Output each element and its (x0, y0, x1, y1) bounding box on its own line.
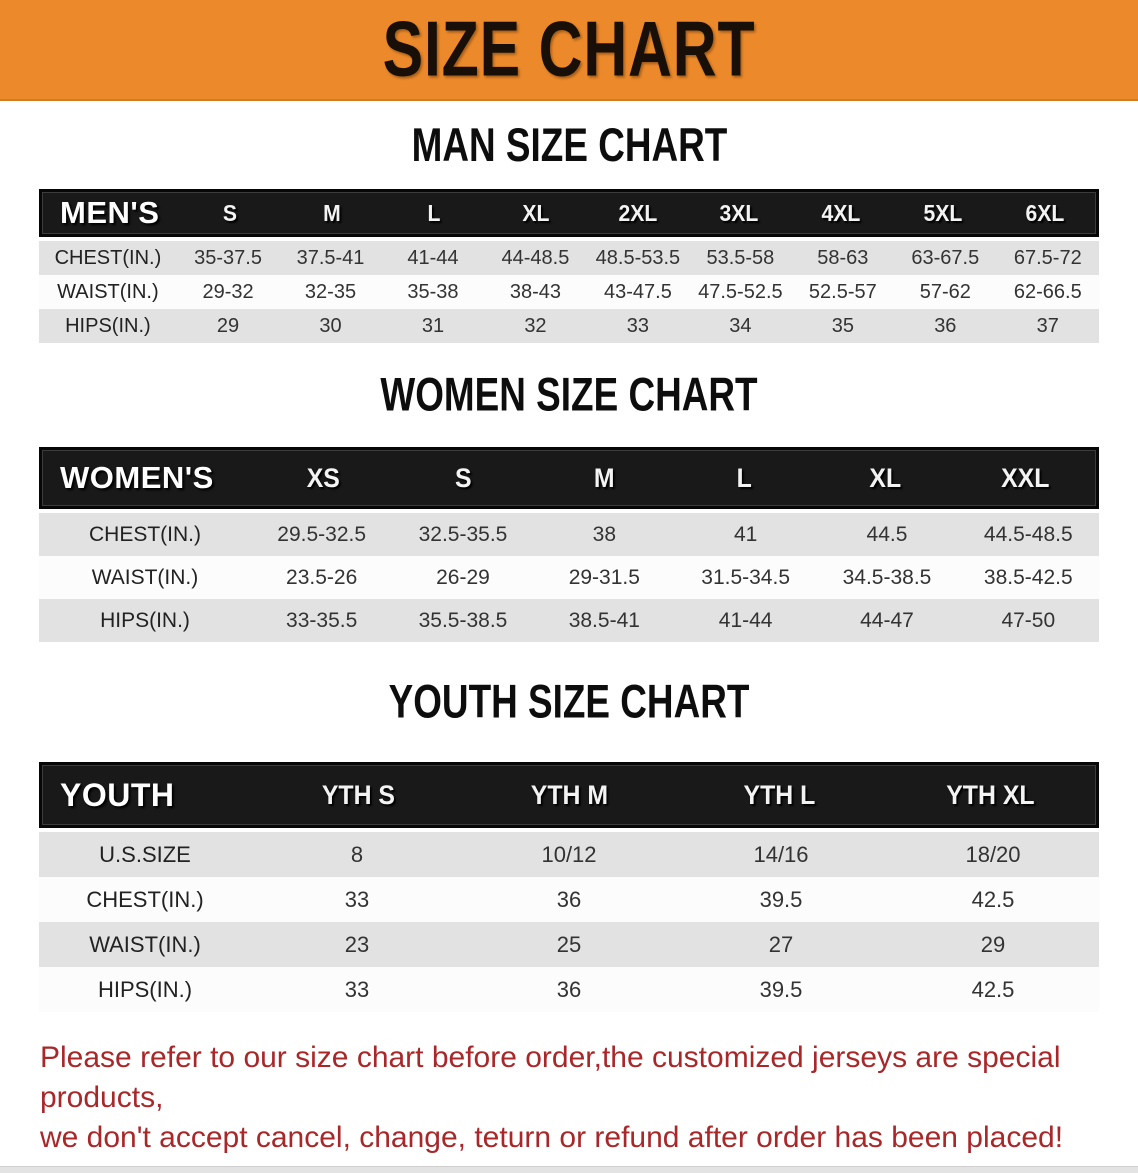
women-value-cell-2-3: 41-44 (718, 608, 773, 632)
men-value-cell-1-4: 43-47.5 (603, 280, 672, 303)
men-value-cell-0-1: 37.5-41 (296, 246, 365, 269)
youth-table-header (39, 762, 1099, 828)
men-value-cell-1-0: 29-32 (202, 280, 254, 303)
women-size-header-2: M (593, 462, 615, 493)
women-value-cell-2-2: 38.5-41 (568, 608, 640, 632)
youth-value-cell-3-0: 33 (344, 976, 370, 1002)
women-size-header-4: XL (869, 462, 902, 493)
women-section-title-text: WOMEN SIZE CHART (380, 367, 758, 422)
footer-note (0, 1012, 1138, 1158)
men-value-cell-1-2: 35-38 (407, 280, 459, 303)
section-youth (0, 674, 1138, 1012)
youth-value-cell-3-3: 42.5 (971, 976, 1015, 1002)
men-value-cell-2-4: 33 (626, 314, 650, 337)
men-value-cell-2-6: 35 (831, 314, 854, 337)
women-value-cell-0-4: 44.5 (866, 522, 908, 546)
youth-value-cell-3-2: 39.5 (759, 976, 803, 1002)
youth-value-cell-1-0: 33 (344, 886, 370, 912)
men-size-header-4: 2XL (618, 199, 657, 226)
men-value-cell-2-1: 30 (319, 314, 342, 337)
men-row-label-0: CHEST(IN.) (54, 246, 162, 269)
youth-section-title-text: YOUTH SIZE CHART (388, 674, 750, 729)
youth-row-label-1: CHEST(IN.) (86, 886, 204, 912)
women-table-header (39, 447, 1099, 509)
men-value-cell-1-1: 32-35 (304, 280, 357, 303)
youth-row-label-0: U.S.SIZE (99, 841, 191, 867)
women-size-header-3: L (737, 462, 753, 493)
women-value-cell-2-1: 35.5-38.5 (418, 608, 508, 632)
men-table-row (39, 275, 1099, 309)
women-size-header-1: S (455, 462, 472, 493)
youth-table-row (39, 877, 1099, 922)
men-value-cell-2-0: 29 (216, 314, 240, 337)
youth-value-cell-0-2: 14/16 (753, 841, 809, 867)
women-size-table (39, 447, 1099, 642)
youth-row-label-2: WAIST(IN.) (89, 931, 201, 957)
men-size-header-3: XL (522, 199, 550, 226)
women-value-cell-1-2: 29-31.5 (568, 565, 640, 589)
men-value-cell-0-2: 41-44 (407, 246, 459, 269)
women-value-cell-0-1: 32.5-35.5 (418, 522, 508, 546)
women-value-cell-1-4: 34.5-38.5 (842, 565, 932, 589)
men-value-cell-1-3: 38-43 (509, 280, 562, 303)
youth-table-row (39, 967, 1099, 1012)
youth-size-header-0: YTH S (321, 779, 395, 810)
men-section-title (0, 117, 1138, 172)
youth-value-cell-0-3: 18/20 (965, 841, 1021, 867)
men-value-cell-0-6: 58-63 (817, 246, 869, 269)
women-row-label-2: HIPS(IN.) (100, 608, 190, 632)
men-size-header-6: 4XL (821, 199, 861, 226)
men-value-cell-0-0: 35-37.5 (194, 246, 262, 269)
youth-value-cell-0-0: 8 (350, 841, 364, 867)
women-value-cell-1-3: 31.5-34.5 (701, 565, 791, 589)
youth-size-header-3: YTH XL (946, 779, 1035, 810)
youth-value-cell-2-3: 29 (980, 931, 1006, 957)
men-size-header-0: S (222, 199, 238, 226)
men-value-cell-2-5: 34 (729, 314, 752, 337)
women-value-cell-1-5: 38.5-42.5 (983, 565, 1073, 589)
men-size-header-5: 3XL (720, 199, 759, 226)
men-value-cell-1-7: 57-62 (919, 280, 971, 303)
youth-size-header-2: YTH L (743, 779, 816, 810)
women-row-label-1: WAIST(IN.) (91, 565, 199, 589)
youth-table-row (39, 832, 1099, 877)
men-value-cell-0-5: 53.5-58 (706, 246, 775, 269)
men-row-label-2: HIPS(IN.) (65, 314, 151, 337)
women-value-cell-0-2: 38 (592, 522, 616, 546)
women-table-row (39, 513, 1099, 556)
youth-corner-label: YOUTH (60, 776, 175, 813)
youth-value-cell-3-1: 36 (556, 976, 582, 1002)
men-value-cell-1-6: 52.5-57 (808, 280, 877, 303)
men-value-cell-2-3: 32 (524, 314, 547, 337)
women-size-header-5: XXL (1001, 462, 1050, 493)
men-table-header (39, 189, 1099, 237)
men-value-cell-2-8: 37 (1036, 314, 1059, 337)
youth-value-cell-1-2: 39.5 (759, 886, 803, 912)
women-value-cell-2-0: 33-35.5 (286, 608, 358, 632)
men-size-header-2: L (427, 199, 441, 226)
banner-title: SIZE CHART (382, 6, 756, 93)
men-size-header-8: 6XL (1025, 199, 1065, 226)
men-value-cell-2-7: 36 (934, 314, 957, 337)
youth-table-row (39, 922, 1099, 967)
women-table-row (39, 556, 1099, 599)
men-value-cell-0-3: 44-48.5 (501, 246, 570, 269)
women-value-cell-0-5: 44.5-48.5 (983, 522, 1073, 546)
women-row-label-0: CHEST(IN.) (89, 522, 201, 546)
youth-row-label-3: HIPS(IN.) (97, 976, 193, 1002)
content (0, 117, 1138, 1012)
women-value-cell-1-1: 26-29 (436, 565, 490, 589)
women-size-header-0: XS (306, 462, 340, 493)
women-value-cell-2-5: 47-50 (1001, 608, 1056, 632)
youth-value-cell-2-1: 25 (556, 931, 582, 957)
section-men (0, 117, 1138, 343)
women-value-cell-2-4: 44-47 (860, 608, 914, 632)
men-corner-label: MEN'S (60, 195, 160, 230)
women-table-row (39, 599, 1099, 642)
youth-value-cell-0-1: 10/12 (541, 841, 597, 867)
banner (0, 0, 1138, 101)
youth-section-title (0, 674, 1138, 729)
women-value-cell-1-0: 23.5-26 (286, 565, 358, 589)
men-size-header-1: M (323, 199, 341, 226)
youth-value-cell-1-3: 42.5 (971, 886, 1015, 912)
youth-value-cell-1-1: 36 (556, 886, 582, 912)
footer-note-line-1: Please refer to our size chart before order,the customized jerseys are special products, (40, 1041, 1061, 1114)
men-value-cell-1-5: 47.5-52.5 (698, 280, 783, 303)
men-size-table (39, 189, 1099, 343)
men-table-row (39, 309, 1099, 343)
men-section-title-text: MAN SIZE CHART (411, 117, 727, 172)
youth-size-table (39, 762, 1099, 1012)
men-value-cell-2-2: 31 (421, 314, 445, 337)
men-value-cell-1-8: 62-66.5 (1013, 280, 1082, 303)
women-value-cell-0-3: 41 (733, 522, 758, 546)
youth-value-cell-2-0: 23 (344, 931, 370, 957)
women-section-title (0, 367, 1138, 422)
footer-note-line-2: we don't accept cancel, change, teturn or refund after order has been placed! (40, 1121, 1064, 1154)
youth-size-header-1: YTH M (530, 779, 608, 810)
men-row-label-1: WAIST(IN.) (57, 280, 159, 303)
men-table-row (39, 241, 1099, 275)
men-size-header-7: 5XL (923, 199, 963, 226)
men-value-cell-0-8: 67.5-72 (1013, 246, 1082, 269)
section-women (0, 367, 1138, 642)
women-corner-label: WOMEN'S (60, 460, 214, 495)
men-value-cell-0-7: 63-67.5 (911, 246, 980, 269)
men-value-cell-0-4: 48.5-53.5 (595, 246, 681, 269)
bottom-edge-strip (0, 1166, 1138, 1173)
women-value-cell-0-0: 29.5-32.5 (277, 522, 367, 546)
youth-value-cell-2-2: 27 (768, 931, 794, 957)
